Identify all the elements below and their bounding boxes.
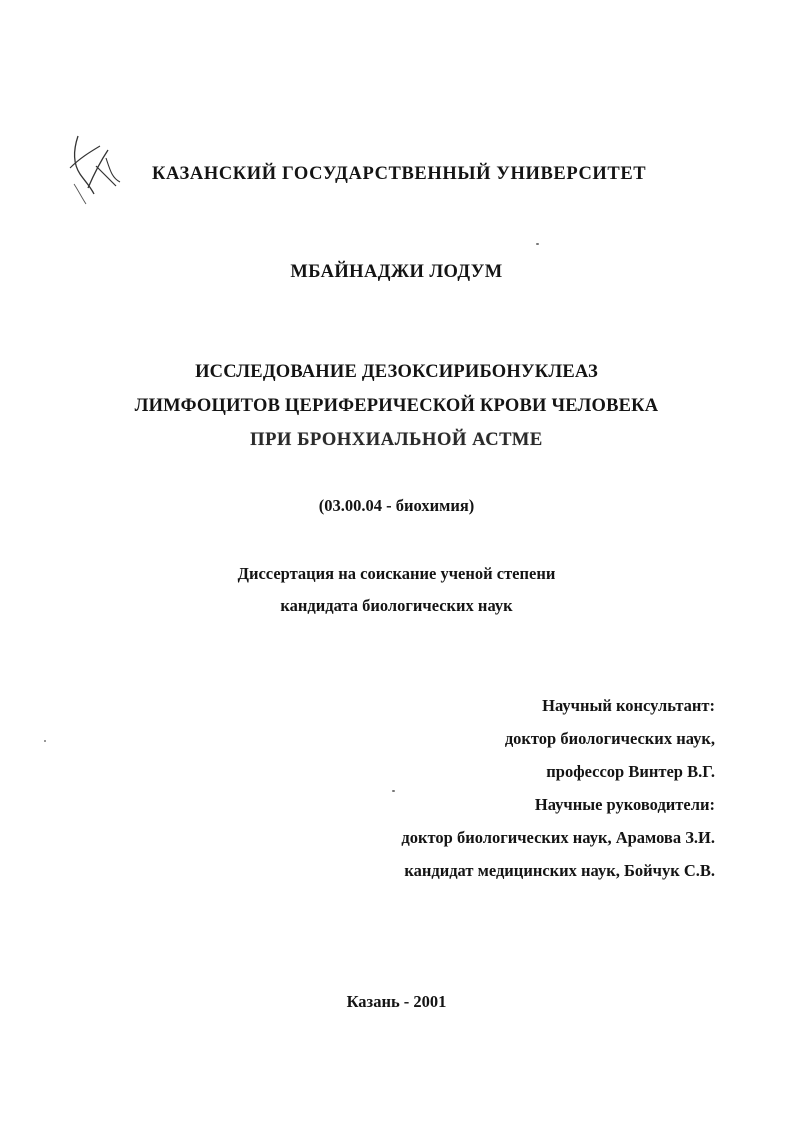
specialty-code: (03.00.04 - биохимия)	[318, 496, 475, 515]
thesis-title-line-2: ЛИМФОЦИТОВ ЦЕРИФЕРИЧЕСКОЙ КРОВИ ЧЕЛОВЕКА	[134, 396, 659, 416]
author-name: МБАЙНАДЖИ ЛОДУМ	[290, 262, 503, 282]
university-name: КАЗАНСКИЙ ГОСУДАРСТВЕННЫЙ УНИВЕРСИТЕТ	[152, 164, 647, 184]
degree-line-1: Диссертация на соискание ученой степени	[237, 564, 556, 583]
handwritten-signature-icon	[60, 128, 130, 208]
consultant-degree: доктор биологических наук,	[504, 729, 715, 748]
thesis-title-line-1: ИССЛЕДОВАНИЕ ДЕЗОКСИРИБОНУКЛЕАЗ	[195, 362, 598, 382]
consultant-name: профессор Винтер В.Г.	[546, 762, 715, 781]
scan-speck	[536, 243, 539, 245]
consultant-label: Научный консультант:	[542, 696, 715, 715]
advisors-label: Научные руководители:	[534, 795, 715, 814]
place-and-year: Казань - 2001	[346, 992, 447, 1011]
advisor-1: доктор биологических наук, Арамова З.И.	[401, 828, 715, 847]
thesis-title-line-3: ПРИ БРОНХИАЛЬНОЙ АСТМЕ	[250, 430, 543, 450]
degree-line-2: кандидата биологических наук	[280, 596, 513, 615]
advisor-2: кандидат медицинских наук, Бойчук С.В.	[404, 861, 715, 880]
scan-speck	[392, 790, 395, 792]
scan-speck	[44, 740, 46, 742]
